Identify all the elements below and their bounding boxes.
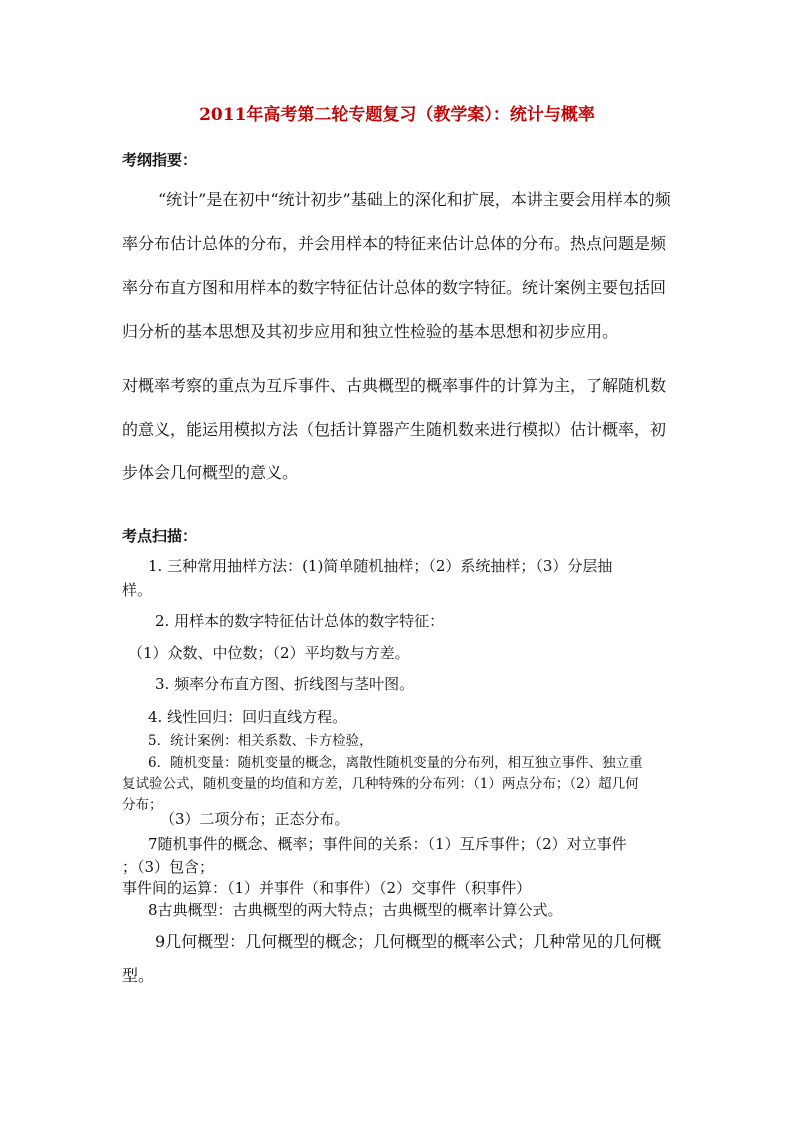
list-item: 复试验公式，随机变量的均值和方差，几种特殊的分布列：（1）两点分布；（2）超几何: [122, 776, 639, 792]
document-title: 2011年高考第二轮专题复习（教学案）：统计与概率: [199, 105, 595, 125]
paragraph-line: 率分布估计总体的分布，并会用样本的特征来估计总体的分布。热点问题是频: [122, 234, 667, 253]
paragraph-line: 率分布直方图和用样本的数字特征估计总体的数字特征。统计案例主要包括回: [122, 278, 667, 297]
paragraph-line: 步体会几何概型的意义。: [122, 463, 299, 482]
paragraph-line: 归分析的基本思想及其初步应用和独立性检验的基本思想和初步应用。: [122, 322, 619, 341]
list-item: 5．统计案例：相关系数、卡方检验，: [148, 733, 373, 749]
list-item: 8古典概型：古典概型的两大特点；古典概型的概率计算公式。: [148, 901, 563, 919]
list-item: 7随机事件的概念、概率；事件间的关系：（1）互斥事件；（2）对立事件: [148, 835, 627, 853]
list-item: （3）二项分布；正态分布。: [160, 810, 350, 828]
list-item: 3. 频率分布直方图、折线图与茎叶图。: [155, 675, 415, 693]
list-item: （1）众数、中位数；（2）平均数与方差。: [128, 644, 410, 662]
list-item: 9几何概型：几何概型的概念；几何概型的概率公式；几种常见的几何概: [155, 932, 662, 951]
list-item: 2. 用样本的数字特征估计总体的数字特征：: [155, 612, 445, 630]
syllabus-heading: 考纲指要：: [122, 151, 198, 169]
paragraph-line: “统计”是在初中“统计初步”基础上的深化和扩展，本讲主要会用样本的频: [158, 190, 671, 209]
paragraph-line: 的意义，能运用模拟方法（包括计算器产生随机数来进行模拟）估计概率，初: [122, 420, 667, 439]
list-item: ；（3）包含；: [122, 858, 215, 876]
paragraph-line: 对概率考察的重点为互斥事件、古典概型的概率事件的计算为主，了解随机数: [122, 376, 667, 395]
list-item: 型。: [122, 966, 155, 985]
list-item: 6．随机变量：随机变量的概念，离散性随机变量的分布列，相互独立事件、独立重: [148, 755, 643, 771]
list-item: 分布；: [122, 797, 163, 813]
list-item: 样。: [122, 581, 153, 599]
list-item: 4. 线性回归：回归直线方程。: [148, 708, 348, 726]
list-item: 1. 三种常用抽样方法：(1)简单随机抽样；（2）系统抽样；（3）分层抽: [148, 557, 613, 575]
key-points-heading: 考点扫描：: [122, 527, 198, 545]
list-item: 事件间的运算：（1）并事件（和事件）（2）交事件（积事件）: [122, 879, 532, 897]
